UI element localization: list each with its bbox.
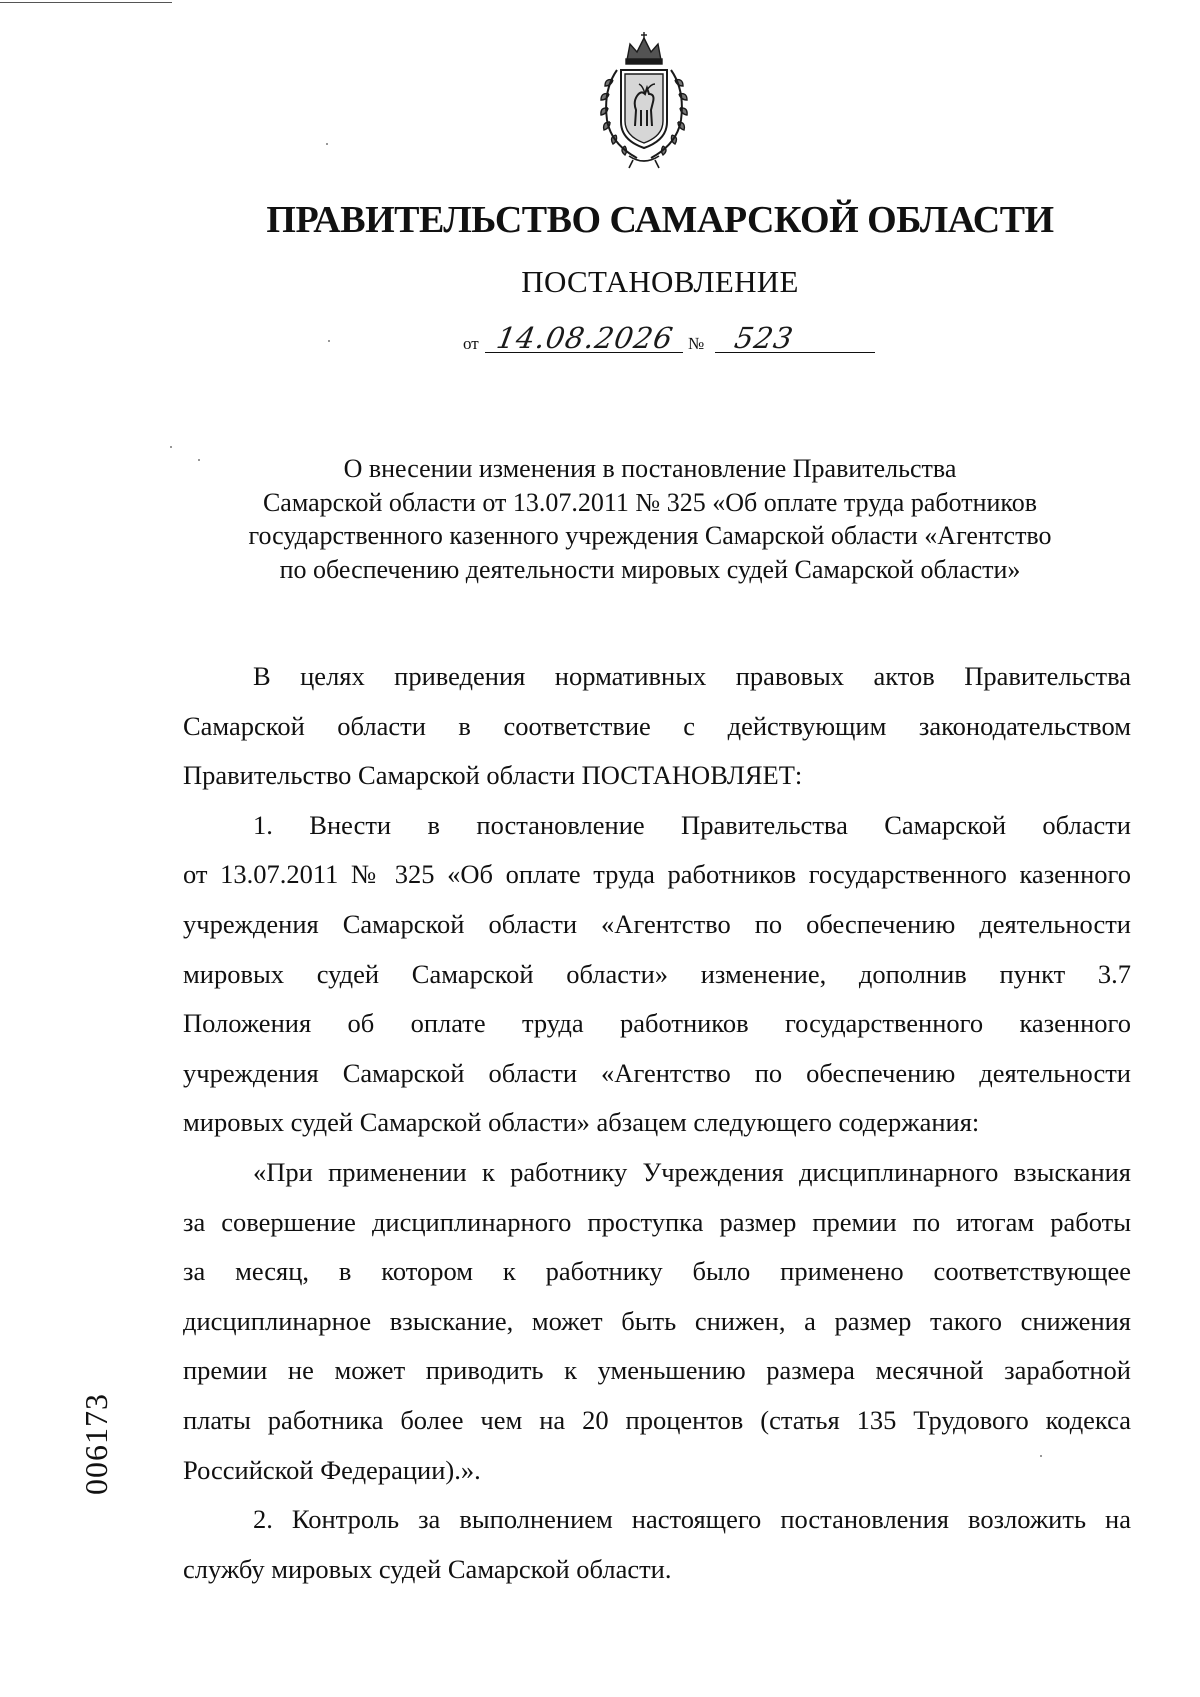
- scan-speck: [1040, 1455, 1042, 1457]
- scan-speck: [198, 459, 200, 461]
- body-line: премии не может приводить к уменьшению размера месячной заработной: [183, 1355, 1131, 1386]
- body-line: учреждения Самарской области «Агентство по обеспечению деятельности: [183, 908, 1131, 939]
- handwritten-number: 523: [732, 321, 797, 355]
- body-line: дисциплинарное взыскание, может быть снижен, а размер такого снижения: [183, 1305, 1131, 1336]
- scan-speck: [328, 340, 330, 342]
- body-line: мировых судей Самарской области» изменение, дополнив пункт 3.7: [183, 958, 1131, 989]
- handwritten-date: 14.08.2026: [494, 321, 677, 355]
- scan-speck: [326, 143, 328, 145]
- body-line: за месяц, в котором к работнику было применено соответствующее: [183, 1256, 1131, 1287]
- body-line: учреждения Самарской области «Агентство по обеспечению деятельности: [183, 1057, 1131, 1088]
- body-line: Положения об оплате труда работников государственного казенного: [183, 1008, 1131, 1039]
- body-line: платы работника более чем на 20 процентов (статья 135 Трудового кодекса: [183, 1404, 1131, 1435]
- margin-serial-number: 006173: [78, 1393, 114, 1495]
- coat-of-arms-icon: [589, 30, 699, 170]
- body-line: В целях приведения нормативных правовых актов Правительства: [253, 661, 1131, 691]
- scan-speck: [170, 446, 172, 448]
- subject-line: по обеспечению деятельности мировых судей Самарской области»: [279, 554, 1021, 584]
- body-line: «При применении к работнику Учреждения дисциплинарного взыскания: [253, 1156, 1131, 1187]
- subject-line: государственного казенного учреждения Самарской области «Агентство: [248, 521, 1052, 550]
- document-type: ПОСТАНОВЛЕНИЕ: [521, 264, 799, 299]
- body-line: от 13.07.2011 № 325 «Об оплате труда работников государственного казенного: [183, 859, 1131, 890]
- body-line: 1. Внести в постановление Правительства Самарской области: [253, 809, 1131, 840]
- document-date-number-line: [463, 322, 903, 362]
- document-body: [183, 652, 1131, 1594]
- number-prefix: №: [688, 334, 705, 353]
- subject-line: Самарской области от 13.07.2011 № 325 «Об оплате труда работников: [262, 487, 1038, 517]
- document-subject: [180, 452, 1120, 586]
- body-line: Самарской области в соответствие с действующим законодательством: [183, 710, 1131, 741]
- government-title: ПРАВИТЕЛЬСТВО САМАРСКОЙ ОБЛАСТИ: [266, 199, 1054, 241]
- body-line: 2. Контроль за выполнением настоящего постановления возложить на: [253, 1504, 1131, 1535]
- body-line: Российской Федерации).».: [183, 1454, 481, 1485]
- body-line: службу мировых судей Самарской области.: [183, 1553, 672, 1584]
- body-line: мировых судей Самарской области» абзацем следующего содержания:: [183, 1107, 980, 1138]
- body-line: Правительство Самарской области ПОСТАНОВЛЯЕТ:: [183, 760, 803, 791]
- scan-edge-line: [0, 2, 172, 3]
- body-line: за совершение дисциплинарного проступка размер премии по итогам работы: [183, 1206, 1131, 1237]
- subject-line: О внесении изменения в постановление Правительства: [343, 454, 957, 483]
- date-prefix: от: [463, 334, 479, 353]
